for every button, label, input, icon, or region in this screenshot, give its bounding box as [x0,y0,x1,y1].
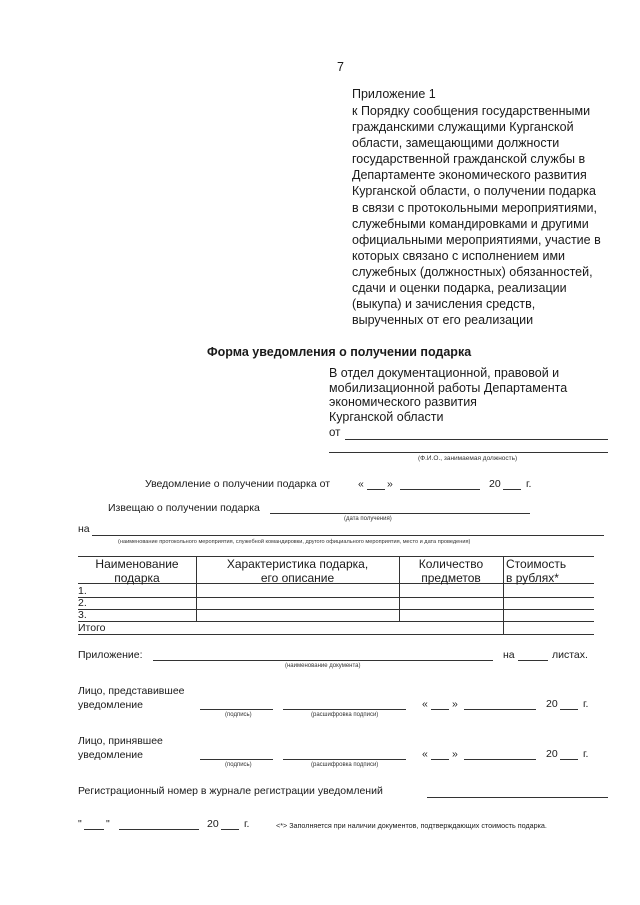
receiver-label [78,734,163,762]
inform-event-caption: (наименование протокольного мероприятия, служебной командировки, другого официального мероприятия, место и дата проведения) [118,539,471,545]
notice-year-suffix: г. [526,478,532,490]
addressee-line: мобилизационной работы Департамента [329,380,568,395]
appendix-line: Курганской области, о получении подарка [352,184,597,199]
table-row: 2. [78,597,87,609]
table-header-name [78,558,196,585]
receiver-decode-caption: (расшифровка подписи) [311,762,379,768]
inform-date-field[interactable] [270,513,530,514]
appendix-line: служебных (должностных) обязанностей, [352,264,593,279]
appendix-text [352,103,601,328]
addressee-line: Курганской области [329,409,444,424]
registration-number-field[interactable] [427,797,608,798]
footer-quote-close: " [106,818,110,830]
submitter-decode-caption: (расшифровка подписи) [311,712,379,718]
table-row: 3. [78,609,87,621]
table-header-cost [506,558,596,585]
from-field-2[interactable] [329,452,608,453]
submitter-day-field[interactable] [431,709,449,710]
footer-month-field[interactable] [119,829,199,830]
attachment-on-label: на [503,649,515,661]
attachment-field[interactable] [153,660,493,661]
appendix-line: вырученных от его реализации [352,313,534,328]
table-row-border [78,609,594,610]
appendix-line: государственной гражданской службы в [352,152,586,167]
submitter-year-field[interactable] [560,709,578,710]
inform-on-label: на [78,523,90,535]
appendix-line: сдачи и оценки подарка, реализации [352,281,567,296]
notice-label: Уведомление о получении подарка от [145,478,331,490]
submitter-quote-close: » [452,698,458,710]
submitter-label [78,684,185,712]
notice-year-prefix: 20 [489,478,501,490]
receiver-year-field[interactable] [560,759,578,760]
appendix-line: служебными командировками и другими [352,216,589,231]
receiver-decode-field[interactable] [283,759,406,760]
table-total-label: Итого [78,622,106,634]
receiver-month-field[interactable] [464,759,536,760]
addressee-line: экономического развития [329,395,477,410]
notice-month-field[interactable] [400,489,480,490]
header-line: Наименование [95,557,179,571]
receiver-year-prefix: 20 [546,748,558,760]
page-number: 7 [337,60,344,74]
notice-year-field[interactable] [503,489,521,490]
attachment-sheets-field[interactable] [518,660,548,661]
addressee-line: В отдел документационной, правовой и [329,366,560,380]
inform-label: Извещаю о получении подарка [108,502,260,514]
footer-year-field[interactable] [221,829,239,830]
form-title: Форма уведомления о получении подарка [207,345,472,359]
table-row-border [78,597,594,598]
submitter-sign-field[interactable] [200,709,273,710]
inform-date-caption: (дата получения) [344,516,392,522]
addressee-block [329,366,567,424]
table-bottom-border [78,634,594,635]
from-label: от [329,427,341,439]
receiver-sign-field[interactable] [200,759,273,760]
header-line: его описание [260,570,335,585]
appendix-line: Департаменте экономического развития [352,168,587,183]
table-row: 1. [78,585,87,597]
notice-quote-open: « [358,478,364,490]
registration-label: Регистрационный номер в журнале регистрации уведомлений [78,785,383,797]
submitter-sign-caption: (подпись) [225,712,252,718]
notice-day-field[interactable] [367,489,385,490]
appendix-title: Приложение 1 [352,87,436,101]
receiver-sign-caption: (подпись) [225,762,252,768]
submitter-decode-field[interactable] [283,709,406,710]
appendix-line: к Порядку сообщения государственными [352,104,591,118]
footer-year-suffix: г. [244,818,250,830]
appendix-line: области, замещающими должности [352,136,560,151]
table-header-quantity [399,558,503,585]
receiver-day-field[interactable] [431,759,449,760]
appendix-line: которых связано с исполнением ими [352,248,566,263]
appendix-line: (выкупа) и зачисления средств, [352,297,536,312]
header-line: Характеристика подарка, [226,557,369,571]
receiver-line: Лицо, принявшее [78,735,163,747]
footer-quote-open: " [78,818,82,830]
header-line: подарка [114,570,160,585]
receiver-line: уведомление [78,749,143,761]
submitter-line: Лицо, представившее [78,685,185,697]
header-line: Стоимость [506,557,567,571]
submitter-quote-open: « [422,698,428,710]
table-col-border [503,556,504,634]
notice-quote-close: » [387,478,393,490]
receiver-quote-close: » [452,748,458,760]
appendix-line: в связи с протокольными мероприятиями, [352,200,597,215]
attachment-sheets-label: листах. [552,649,588,661]
header-line: в рублях* [506,570,559,585]
from-caption: (Ф.И.О., занимаемая должность) [418,455,518,462]
appendix-line: гражданскими служащими Курганской [352,120,574,135]
footer-day-field[interactable] [84,829,104,830]
appendix-line: официальными мероприятиями, участие в [352,232,601,247]
inform-event-field[interactable] [92,535,604,536]
attachment-label: Приложение: [78,649,143,661]
receiver-quote-open: « [422,748,428,760]
receiver-year-suffix: г. [583,748,589,760]
submitter-year-prefix: 20 [546,698,558,710]
footer-year-prefix: 20 [207,818,219,830]
table-header-description [196,558,399,585]
footnote: <*> Заполняется при наличии документов, подтверждающих стоимость подарка. [276,821,547,830]
header-line: Количество [418,557,484,571]
attachment-caption: (наименование документа) [285,663,361,669]
header-line: предметов [421,570,481,585]
submitter-year-suffix: г. [583,698,589,710]
from-field[interactable] [345,439,608,440]
table-row-border [78,621,594,622]
submitter-month-field[interactable] [464,709,536,710]
submitter-line: уведомление [78,699,143,711]
